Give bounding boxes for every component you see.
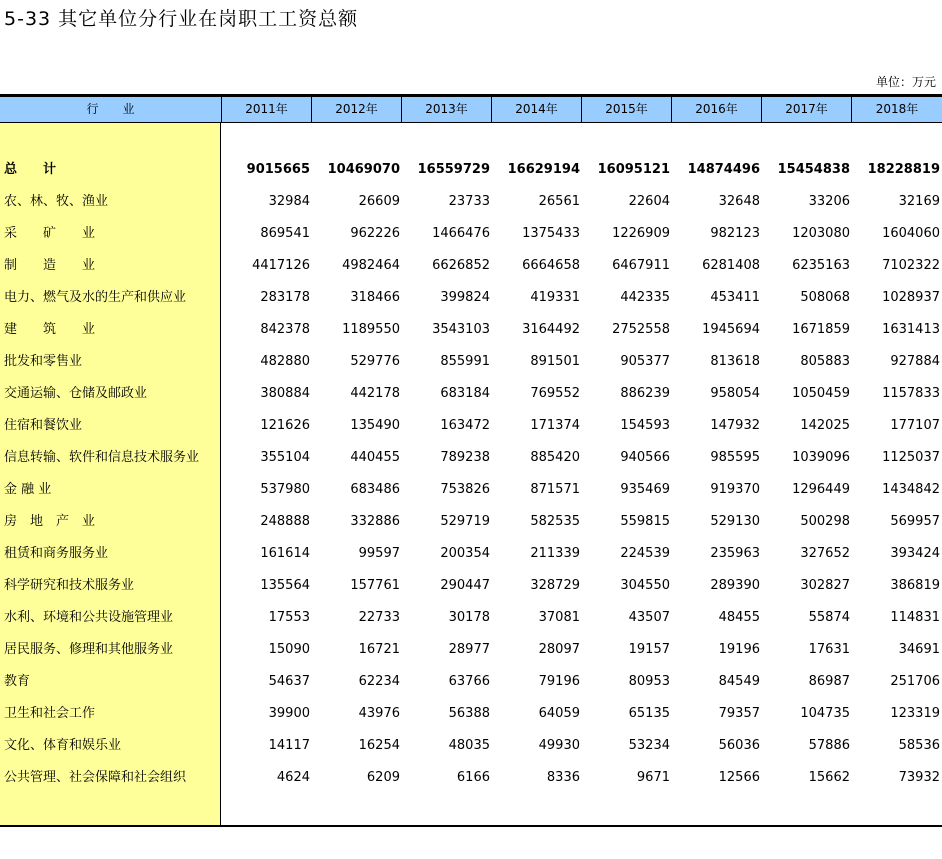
header-year: 2013年 — [402, 97, 492, 122]
value-cell: 453411 — [710, 290, 760, 305]
value-cell: 121626 — [260, 418, 310, 433]
value-cell: 18228819 — [867, 162, 940, 177]
value-cell: 332886 — [350, 514, 400, 529]
value-cell: 6166 — [456, 770, 490, 785]
value-cell: 985595 — [710, 450, 760, 465]
row-label: 住宿和餐饮业 — [4, 418, 83, 433]
value-cell: 114831 — [890, 610, 940, 625]
value-cell: 19196 — [718, 642, 760, 657]
value-cell: 440455 — [350, 450, 400, 465]
value-cell: 442178 — [350, 386, 400, 401]
value-cell: 79357 — [718, 706, 760, 721]
value-cell: 982123 — [710, 226, 760, 241]
value-cell: 17553 — [268, 610, 310, 625]
value-cell: 380884 — [260, 386, 310, 401]
value-cell: 177107 — [890, 418, 940, 433]
value-cell: 1226909 — [612, 226, 670, 241]
value-cell: 4982464 — [342, 258, 400, 273]
value-cell: 869541 — [260, 226, 310, 241]
value-cell: 161614 — [260, 546, 310, 561]
bottom-rule — [0, 825, 942, 827]
value-cell: 17631 — [808, 642, 850, 657]
row-label: 总 计 — [4, 162, 57, 177]
value-cell: 386819 — [890, 578, 940, 593]
row-label: 水利、环境和公共设施管理业 — [4, 610, 174, 625]
value-cell: 4624 — [276, 770, 310, 785]
value-cell: 419331 — [530, 290, 580, 305]
value-cell: 1296449 — [792, 482, 850, 497]
value-cell: 135564 — [260, 578, 310, 593]
value-cell: 962226 — [350, 226, 400, 241]
value-cell: 26561 — [538, 194, 580, 209]
row-label: 制 造 业 — [4, 258, 96, 273]
value-cell: 958054 — [710, 386, 760, 401]
value-cell: 43507 — [628, 610, 670, 625]
row-label: 居民服务、修理和其他服务业 — [4, 642, 174, 657]
table-row — [0, 602, 942, 634]
value-cell: 86987 — [808, 674, 850, 689]
value-cell: 6281408 — [702, 258, 760, 273]
header-industry: 行 业 — [0, 97, 222, 122]
value-cell: 123319 — [890, 706, 940, 721]
value-cell: 163472 — [440, 418, 490, 433]
value-cell: 251706 — [890, 674, 940, 689]
row-label: 信息转输、软件和信息技术服务业 — [4, 450, 200, 465]
value-cell: 6209 — [366, 770, 400, 785]
value-cell: 248888 — [260, 514, 310, 529]
value-cell: 16095121 — [597, 162, 670, 177]
value-cell: 1028937 — [882, 290, 940, 305]
table-row — [0, 698, 942, 730]
value-cell: 442335 — [620, 290, 670, 305]
table-row — [0, 762, 942, 794]
value-cell: 940566 — [620, 450, 670, 465]
value-cell: 10469070 — [327, 162, 400, 177]
table-row — [0, 186, 942, 218]
value-cell: 200354 — [440, 546, 490, 561]
value-cell: 1050459 — [792, 386, 850, 401]
value-cell: 65135 — [628, 706, 670, 721]
table-row — [0, 346, 942, 378]
row-label: 采 矿 业 — [4, 226, 96, 241]
row-label: 教育 — [4, 674, 31, 689]
value-cell: 935469 — [620, 482, 670, 497]
value-cell: 30178 — [448, 610, 490, 625]
row-label: 批发和零售业 — [4, 354, 83, 369]
value-cell: 57886 — [808, 738, 850, 753]
value-cell: 569957 — [890, 514, 940, 529]
row-label: 文化、体育和娱乐业 — [4, 738, 122, 753]
value-cell: 22733 — [358, 610, 400, 625]
value-cell: 53234 — [628, 738, 670, 753]
value-cell: 14117 — [268, 738, 310, 753]
table-row — [0, 250, 942, 282]
value-cell: 33206 — [808, 194, 850, 209]
value-cell: 3543103 — [432, 322, 490, 337]
value-cell: 529130 — [710, 514, 760, 529]
value-cell: 871571 — [530, 482, 580, 497]
header-year: 2011年 — [222, 97, 312, 122]
value-cell: 1375433 — [522, 226, 580, 241]
row-label: 科学研究和技术服务业 — [4, 578, 135, 593]
table-row — [0, 538, 942, 570]
value-cell: 171374 — [530, 418, 580, 433]
value-cell: 1189550 — [342, 322, 400, 337]
value-cell: 16559729 — [417, 162, 490, 177]
value-cell: 399824 — [440, 290, 490, 305]
value-cell: 1945694 — [702, 322, 760, 337]
value-cell: 769552 — [530, 386, 580, 401]
value-cell: 99597 — [358, 546, 400, 561]
value-cell: 48035 — [448, 738, 490, 753]
value-cell: 355104 — [260, 450, 310, 465]
row-label: 农、林、牧、渔业 — [4, 194, 109, 209]
value-cell: 19157 — [628, 642, 670, 657]
value-cell: 1157833 — [882, 386, 940, 401]
header-year: 2018年 — [875, 102, 919, 116]
value-cell: 154593 — [620, 418, 670, 433]
value-cell: 927884 — [890, 354, 940, 369]
value-cell: 147932 — [710, 418, 760, 433]
table-row — [0, 442, 942, 474]
value-cell: 805883 — [800, 354, 850, 369]
page-title: 5-33 其它单位分行业在岗职工工资总额 — [4, 8, 359, 30]
value-cell: 39900 — [268, 706, 310, 721]
value-cell: 235963 — [710, 546, 760, 561]
value-cell: 32648 — [718, 194, 760, 209]
value-cell: 34691 — [898, 642, 940, 657]
value-cell: 8336 — [546, 770, 580, 785]
value-cell: 891501 — [530, 354, 580, 369]
row-label: 电力、燃气及水的生产和供应业 — [4, 290, 187, 305]
value-cell: 813618 — [710, 354, 760, 369]
value-cell: 16721 — [358, 642, 400, 657]
value-cell: 56388 — [448, 706, 490, 721]
value-cell: 289390 — [710, 578, 760, 593]
value-cell: 9671 — [636, 770, 670, 785]
table-row — [0, 314, 942, 346]
value-cell: 3164492 — [522, 322, 580, 337]
value-cell: 56036 — [718, 738, 760, 753]
value-cell: 919370 — [710, 482, 760, 497]
row-label: 公共管理、社会保障和社会组织 — [4, 770, 187, 785]
value-cell: 79196 — [538, 674, 580, 689]
value-cell: 393424 — [890, 546, 940, 561]
value-cell: 15090 — [268, 642, 310, 657]
value-cell: 1631413 — [882, 322, 940, 337]
value-cell: 886239 — [620, 386, 670, 401]
row-label: 房 地 产 业 — [4, 514, 96, 529]
value-cell: 6235163 — [792, 258, 850, 273]
table-row — [0, 570, 942, 602]
value-cell: 104735 — [800, 706, 850, 721]
header-year: 2012年 — [312, 97, 402, 122]
value-cell: 157761 — [350, 578, 400, 593]
value-cell: 12566 — [718, 770, 760, 785]
value-cell: 753826 — [440, 482, 490, 497]
value-cell: 84549 — [718, 674, 760, 689]
value-cell: 142025 — [800, 418, 850, 433]
value-cell: 905377 — [620, 354, 670, 369]
row-label: 卫生和社会工作 — [4, 706, 96, 721]
value-cell: 54637 — [268, 674, 310, 689]
value-cell: 135490 — [350, 418, 400, 433]
value-cell: 211339 — [530, 546, 580, 561]
value-cell: 290447 — [440, 578, 490, 593]
table-row — [0, 218, 942, 250]
value-cell: 1039096 — [792, 450, 850, 465]
value-cell: 48455 — [718, 610, 760, 625]
total-row — [0, 154, 942, 186]
value-cell: 1466476 — [432, 226, 490, 241]
value-cell: 683486 — [350, 482, 400, 497]
value-cell: 559815 — [620, 514, 670, 529]
row-label: 交通运输、仓储及邮政业 — [4, 386, 148, 401]
value-cell: 842378 — [260, 322, 310, 337]
value-cell: 327652 — [800, 546, 850, 561]
value-cell: 73932 — [898, 770, 940, 785]
row-label: 建 筑 业 — [4, 322, 96, 337]
value-cell: 62234 — [358, 674, 400, 689]
value-cell: 64059 — [538, 706, 580, 721]
value-cell: 1434842 — [882, 482, 940, 497]
value-cell: 328729 — [530, 578, 580, 593]
value-cell: 302827 — [800, 578, 850, 593]
value-cell: 16254 — [358, 738, 400, 753]
value-cell: 32169 — [898, 194, 940, 209]
value-cell: 22604 — [628, 194, 670, 209]
value-cell: 529776 — [350, 354, 400, 369]
value-cell: 1604060 — [882, 226, 940, 241]
header-year: 2017年 — [762, 97, 852, 122]
value-cell: 63766 — [448, 674, 490, 689]
header-year: 2015年 — [582, 97, 672, 122]
value-cell: 15454838 — [777, 162, 850, 177]
value-cell: 16629194 — [507, 162, 580, 177]
value-cell: 58536 — [898, 738, 940, 753]
value-cell: 15662 — [808, 770, 850, 785]
value-cell: 26609 — [358, 194, 400, 209]
value-cell: 508068 — [800, 290, 850, 305]
value-cell: 4417126 — [252, 258, 310, 273]
value-cell: 43976 — [358, 706, 400, 721]
row-label: 金 融 业 — [4, 482, 52, 497]
value-cell: 2752558 — [612, 322, 670, 337]
value-cell: 14874496 — [687, 162, 760, 177]
table-row — [0, 666, 942, 698]
value-cell: 32984 — [268, 194, 310, 209]
table-row — [0, 634, 942, 666]
table-header — [0, 97, 942, 123]
value-cell: 283178 — [260, 290, 310, 305]
value-cell: 529719 — [440, 514, 490, 529]
row-label: 租赁和商务服务业 — [4, 546, 109, 561]
value-cell: 789238 — [440, 450, 490, 465]
table-row — [0, 506, 942, 538]
unit-label: 单位：万元 — [875, 75, 936, 89]
value-cell: 80953 — [628, 674, 670, 689]
value-cell: 55874 — [808, 610, 850, 625]
value-cell: 855991 — [440, 354, 490, 369]
value-cell: 7102322 — [882, 258, 940, 273]
value-cell: 1203080 — [792, 226, 850, 241]
value-cell: 23733 — [448, 194, 490, 209]
value-cell: 6626852 — [432, 258, 490, 273]
value-cell: 1125037 — [882, 450, 940, 465]
value-cell: 49930 — [538, 738, 580, 753]
value-cell: 28097 — [538, 642, 580, 657]
value-cell: 9015665 — [246, 162, 310, 177]
value-cell: 6467911 — [612, 258, 670, 273]
value-cell: 304550 — [620, 578, 670, 593]
table-row — [0, 410, 942, 442]
value-cell: 582535 — [530, 514, 580, 529]
table-row — [0, 474, 942, 506]
header-year: 2014年 — [492, 97, 582, 122]
value-cell: 28977 — [448, 642, 490, 657]
value-cell: 500298 — [800, 514, 850, 529]
table-row — [0, 282, 942, 314]
value-cell: 885420 — [530, 450, 580, 465]
value-cell: 37081 — [538, 610, 580, 625]
table-row — [0, 730, 942, 762]
header-year: 2016年 — [672, 97, 762, 122]
value-cell: 683184 — [440, 386, 490, 401]
value-cell: 224539 — [620, 546, 670, 561]
value-cell: 482880 — [260, 354, 310, 369]
value-cell: 1671859 — [792, 322, 850, 337]
value-cell: 537980 — [260, 482, 310, 497]
table-row — [0, 378, 942, 410]
value-cell: 318466 — [350, 290, 400, 305]
value-cell: 6664658 — [522, 258, 580, 273]
